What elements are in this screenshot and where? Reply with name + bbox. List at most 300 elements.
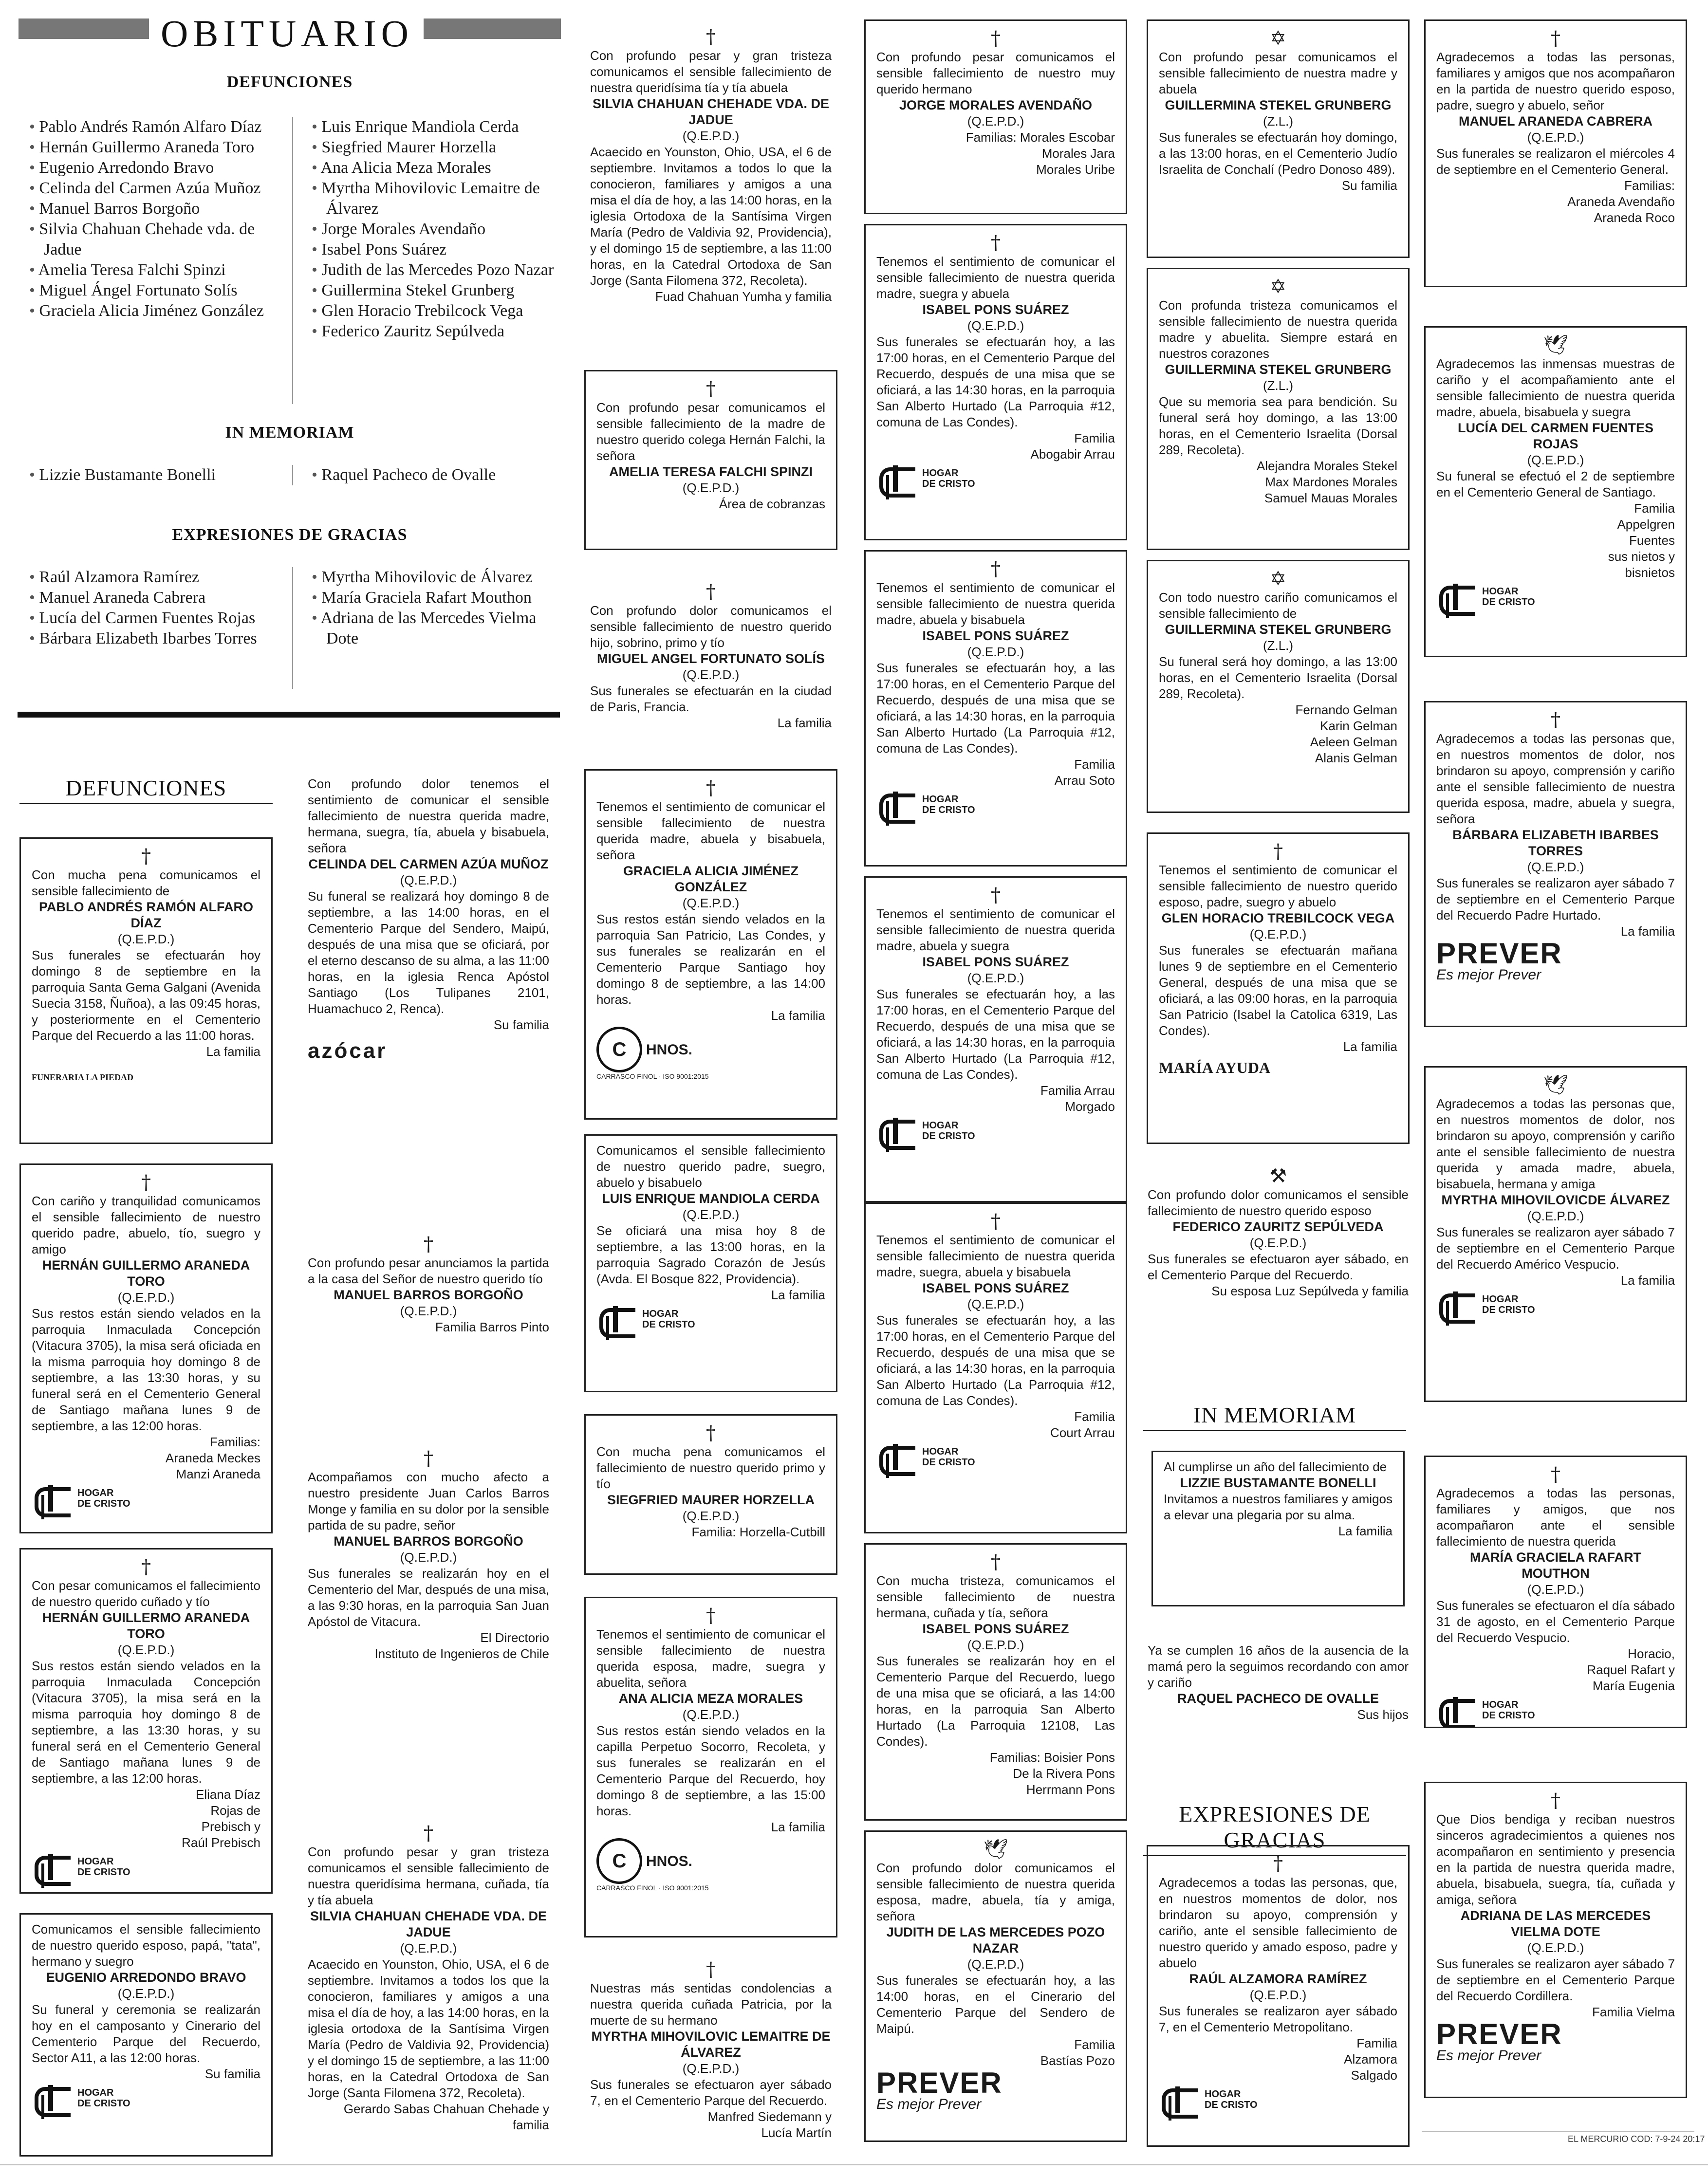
- deceased-name: JORGE MORALES AVENDAÑO: [899, 98, 1093, 112]
- maria-ayuda-logo: MARÍA AYUDA: [1159, 1059, 1271, 1076]
- index-entry: • Siegfried Maurer Horzella: [312, 137, 560, 158]
- notice-symbol-icon: †: [991, 884, 1001, 906]
- notice-body: Su funeral se efectuó el 2 de septiembre en el Cementerio General de Santiago.: [1436, 469, 1675, 499]
- notice-symbol-icon: 🕊: [1543, 1074, 1568, 1096]
- notice-body: Sus funerales se efectuarán hoy, a las 17:00 horas, en el Cementerio Parque del Recuerdo, después de una misa que se oficiará, a las 14:30 horas, en la parroquia San Alberto Hurtado (La Parroquia #12, comuna de Las Condes).: [876, 661, 1115, 756]
- notice-signature: Su esposa Luz Sepúlveda y familia: [1211, 1284, 1409, 1298]
- notice-symbol-icon: †: [706, 1422, 716, 1444]
- logo-text: HOGAR DE CRISTO: [77, 1856, 130, 1878]
- index-entry: • Adriana de las Mercedes Vielma Dote: [312, 608, 560, 649]
- notice-signature: Familia Appelgren Fuentes sus nietos y bisnietos: [1608, 501, 1675, 580]
- notice-body: Acaecido en Younston, Ohio, USA, el 6 de septiembre. Invitamos a todos los que la conocieron, familiares y amigos a una misa el día de hoy, a las 14:00 horas, en la iglesia ortodoxa de la Santísima Virgen María (Pedro de Valdivia 92, Providencia) y el domingo 15 de septiembre, a las 11:00 horas, en la Catedral Ortodoxa de San Jorge (Santa Filomena 372, Recoleta).: [308, 1957, 549, 2100]
- notice-intro: Con cariño y tranquilidad comunicamos el sensible fallecimiento de nuestro querido padre, abuelo, tío, suegro y amigo: [32, 1194, 260, 1256]
- notice-rip: (Q.E.P.D.): [682, 480, 740, 495]
- deceased-name: EUGENIO ARREDONDO BRAVO: [46, 1970, 246, 1985]
- carrasco-logo: [596, 1838, 825, 1884]
- notice-rip: (Q.E.P.D.): [682, 2061, 740, 2076]
- notice-signature: La familia: [1343, 1039, 1397, 1054]
- notice-signature: La familia: [777, 716, 832, 730]
- notice-rip: (Q.E.P.D.): [1527, 1582, 1584, 1597]
- index-entry: • Manuel Barros Borgoño: [29, 199, 287, 219]
- logo-text: HOGAR DE CRISTO: [77, 1488, 130, 1509]
- notice-rip: (Q.E.P.D.): [967, 1957, 1024, 1972]
- notice-symbol-icon: †: [424, 1447, 433, 1470]
- notice-signature: Su familia: [493, 1017, 549, 1032]
- notice-intro: Tenemos el sentimiento de comunicar el sensible fallecimiento de nuestra querida madre, suegra y abuela: [876, 254, 1115, 301]
- notice-signature: Familia Bastías Pozo: [1040, 2037, 1115, 2068]
- deceased-name: ISABEL PONS SUÁREZ: [922, 1622, 1069, 1636]
- deceased-name: HERNÁN GUILLERMO ARANEDA TORO: [42, 1258, 250, 1289]
- deceased-name: BÁRBARA ELIZABETH IBARBES TORRES: [1452, 828, 1659, 858]
- notice-symbol-icon: †: [1551, 27, 1560, 50]
- logo-text: HOGAR DE CRISTO: [1482, 1699, 1535, 1721]
- index-memoriam-left: [29, 465, 287, 485]
- carrasco-logo: [596, 1027, 825, 1072]
- deceased-name: SILVIA CHAHUAN CHEHADE VDA. DE JADUE: [592, 96, 830, 127]
- footer-code: EL MERCURIO COD: 7-9-24 20:17: [1568, 2134, 1705, 2144]
- notice-body: Sus funerales se efectuarán hoy domingo, a las 13:00 horas, en el Cementerio Judío Israelita de Conchalí (Pedro Donoso 489).: [1159, 130, 1397, 177]
- notice-body: Que su memoria sea para bendición. Su funeral será hoy domingo, a las 13:00 horas, en el Cementerio Israelita (Dorsal 289, Recoleta).: [1159, 394, 1397, 457]
- notice-box: [864, 876, 1127, 1202]
- notice-box: [19, 1163, 273, 1533]
- notice-intro: Acompañamos con mucho afecto a nuestro presidente Juan Carlos Barros Monge y familia en su dolor por la sensible partida de su padre, señor: [308, 1470, 549, 1532]
- notice-rip: (Q.E.P.D.): [1527, 1940, 1584, 1955]
- notice-rip: (Q.E.P.D.): [682, 129, 740, 143]
- index-entry: • Glen Horacio Trebilcock Vega: [312, 301, 560, 321]
- hogar-de-cristo-icon: [1436, 1291, 1477, 1318]
- notice-box: [864, 19, 1127, 214]
- hogar-de-cristo-logo: [876, 792, 1115, 818]
- index-entry: • Myrtha Mihovilovic Lemaitre de Álvarez: [312, 178, 560, 219]
- notice-intro: Tenemos el sentimiento de comunicar el sensible fallecimiento de nuestro querido esposo, padre, suegro y abuelo: [1159, 863, 1397, 909]
- deceased-name: LUIS ENRIQUE MANDIOLA CERDA: [602, 1191, 820, 1206]
- notice-symbol-icon: †: [1273, 840, 1283, 863]
- notice-rip: (Q.E.P.D.): [682, 1207, 740, 1222]
- logo-text: HOGAR DE CRISTO: [922, 1446, 975, 1468]
- notice-intro: Agradecemos a todas las personas que, en nuestros momentos de dolor, nos brindaron su apoyo, comprensión y cariño ante el sensible fallecimiento de nuestra querida y amada madre, abuela, bisabuela, hermana y amiga: [1436, 1096, 1675, 1191]
- notice-box: [297, 1227, 560, 1392]
- notice-box: [297, 1816, 560, 2152]
- notice-box: [864, 224, 1127, 540]
- logo-text: HOGAR DE CRISTO: [1482, 586, 1535, 608]
- notice-symbol-icon: †: [141, 845, 151, 867]
- hogar-de-cristo-icon: [876, 1118, 917, 1144]
- logo-text: HOGAR DE CRISTO: [922, 468, 975, 489]
- funeraria-la-piedad-logo: FUNERARIA LA PIEDAD: [32, 1072, 134, 1082]
- notice-rip: (Q.E.P.D.): [117, 932, 175, 946]
- notice-symbol-icon: †: [991, 27, 1001, 50]
- notice-intro: Con profundo pesar comunicamos el sensible fallecimiento de nuestra madre y abuela: [1159, 50, 1397, 96]
- index-entry: • Eugenio Arredondo Bravo: [29, 158, 287, 178]
- deceased-name: MYRTHA MIHOVILOVICDE ÁLVAREZ: [1441, 1193, 1670, 1207]
- notice-box: [19, 1548, 273, 1894]
- notice-intro: Con profundo pesar comunicamos el sensible fallecimiento de nuestro muy querido hermano: [876, 50, 1115, 96]
- notice-rip: (Q.E.P.D.): [967, 1638, 1024, 1652]
- notice-signature: Familias: Boisier Pons De la Rivera Pons Herrmann Pons: [989, 1750, 1115, 1797]
- notice-intro: Agradecemos a todas las personas, familiares y amigos, que nos acompañaron ante el sensible fallecimiento de nuestra querida: [1436, 1486, 1675, 1549]
- notice-rip: (Q.E.P.D.): [682, 1707, 740, 1722]
- notice-box: [1137, 1159, 1419, 1363]
- deceased-name: ADRIANA DE LAS MERCEDES VIELMA DOTE: [1460, 1908, 1651, 1939]
- notice-symbol-icon: †: [991, 558, 1001, 580]
- index-entry: • Pablo Andrés Ramón Alfaro Díaz: [29, 117, 287, 137]
- notice-rip: (Z.L.): [1262, 638, 1294, 653]
- notice-signature: Eliana Díaz Rojas de Prebisch y Raúl Prebisch: [182, 1787, 260, 1850]
- deceased-name: CELINDA DEL CARMEN AZÚA MUÑOZ: [308, 857, 549, 871]
- notice-symbol-icon: †: [1551, 1463, 1560, 1486]
- deceased-name: MANUEL BARROS BORGOÑO: [334, 1288, 523, 1302]
- notice-intro: Tenemos el sentimiento de comunicar el sensible fallecimiento de nuestra querida esposa, madre, suegra y abuelita, señora: [596, 1627, 825, 1690]
- notice-body: Sus restos están siendo velados en la parroquia Inmaculada Concepción (Vitacura 3705), la misa será oficiada en la misma parroquia hoy domingo 8 de septiembre, a las 13:30 horas, y su funeral será en el Cementerio General de Santiago mañana lunes 9 de septiembre, a las 12:00 horas.: [32, 1306, 260, 1433]
- index-defunciones-title: DEFUNCIONES: [226, 73, 353, 91]
- notice-body: Sus funerales se efectuarán mañana lunes 9 de septiembre en el Cementerio General, después de una misa que se oficiará, a las 09:00 horas, en la parroquia San Patricio (Isabel la Catolica 6319, Las Condes).: [1159, 943, 1397, 1038]
- notice-body: Sus restos están siendo velados en la parroquia San Patricio, Las Condes, y sus funerales se realizarán en el Cementerio Parque Santiago hoy domingo 8 de septiembre, a las 14:00 horas.: [596, 912, 825, 1007]
- azocar-logo: azócar: [308, 1039, 388, 1063]
- deceased-name: AMELIA TERESA FALCHI SPINZI: [609, 464, 813, 479]
- notice-rip: (Q.E.P.D.): [1249, 1988, 1307, 2002]
- notice-box: [1147, 268, 1410, 550]
- notice-box: [1424, 1066, 1687, 1402]
- notice-intro: Ya se cumplen 16 años de la ausencia de la mamá pero la seguimos recordando con amor y cariño: [1148, 1643, 1409, 1690]
- notice-body: Sus funerales se efectuaron ayer sábado 7, en el Cementerio Parque del Recuerdo.: [590, 2077, 832, 2108]
- index-entry: • Silvia Chahuan Chehade vda. de Jadue: [29, 219, 287, 260]
- notice-signature: Familia Abogabir Arrau: [1030, 431, 1115, 461]
- notice-symbol-icon: †: [424, 1233, 433, 1255]
- notice-signature: Familia Barros Pinto: [435, 1320, 549, 1334]
- section-head-defunciones: DEFUNCIONES: [19, 775, 273, 804]
- index-entry: • Raúl Alzamora Ramírez: [29, 567, 287, 588]
- index-memoriam-right: [312, 465, 560, 485]
- notice-body: Sus funerales se efectuarán hoy, a las 14:00 horas, en el Cinerario del Cementerio Parque del Sendero de Maipú.: [876, 1973, 1115, 2036]
- notice-rip: (Q.E.P.D.): [1527, 1209, 1584, 1223]
- notice-signature: Área de cobranzas: [719, 497, 825, 511]
- notice-signature: Fuad Chahuan Yumha y familia: [655, 289, 832, 304]
- deceased-name: ISABEL PONS SUÁREZ: [922, 302, 1069, 317]
- prever-logo: PREVER: [876, 2066, 1003, 2099]
- index-entry: • Raquel Pacheco de Ovalle: [312, 465, 560, 485]
- notice-body: Sus funerales se realizaron el miércoles 4 de septiembre en el Cementerio General.: [1436, 146, 1675, 177]
- notice-body: Sus funerales se efectuarán hoy, a las 17:00 horas, en el Cementerio Parque del Recuerdo, después de una misa que se oficiará, a las 14:30 horas, en la parroquia San Alberto Hurtado (La Parroquia #12, comuna de Las Condes).: [876, 987, 1115, 1082]
- notice-box: [1424, 1456, 1687, 1728]
- notice-body: Acaecido en Younston, Ohio, USA, el 6 de septiembre. Invitamos a todos lo que la conocieron, familiares y amigos a una misa el día de hoy, a las 14:00 horas, en la iglesia Ortodoxa de la Santísima Virgen María (Pedro de Valdivia 92, Providencia), y el domingo 15 de septiembre, a las 11:00 horas, en la Catedral Ortodoxa de San Jorge (Santa Filomena 372, Recoleta).: [590, 145, 832, 288]
- deceased-name: MANUEL ARANEDA CABRERA: [1459, 114, 1652, 129]
- index-entry: • Miguel Ángel Fortunato Solís: [29, 280, 287, 301]
- notice-signature: Familia: Horzella-Cutbill: [691, 1525, 825, 1539]
- notice-rip: (Q.E.P.D.): [967, 1297, 1024, 1311]
- index-entry: • María Graciela Rafart Mouthon: [312, 588, 560, 608]
- notice-intro: Con mucha pena comunicamos el sensible fallecimiento de: [32, 867, 260, 898]
- notice-symbol-icon: †: [141, 1556, 151, 1578]
- notice-box: [297, 1441, 560, 1733]
- notice-body: Sus funerales se efectuaron el día sábado 31 de agosto, en el Cementerio Parque del Recuerdo Vespucio.: [1436, 1598, 1675, 1645]
- notice-box: [584, 769, 837, 1120]
- deceased-name: FEDERICO ZAURITZ SEPÚLVEDA: [1172, 1219, 1384, 1234]
- notice-rip: (Q.E.P.D.): [967, 971, 1024, 985]
- notice-signature: La familia: [1620, 1273, 1675, 1288]
- notice-symbol-icon: †: [1551, 1790, 1560, 1812]
- notice-intro: Con profundo pesar y gran tristeza comunicamos el sensible fallecimiento de nuestra queridísima hermana, cuñada, tía y tía abuela: [308, 1845, 549, 1907]
- index-entry: • Isabel Pons Suárez: [312, 240, 560, 260]
- index-entry: • Luis Enrique Mandiola Cerda: [312, 117, 560, 137]
- notice-box: [864, 550, 1127, 867]
- deceased-name: GRACIELA ALICIA JIMÉNEZ GONZÁLEZ: [623, 864, 798, 894]
- index-gracias-title: EXPRESIONES DE GRACIAS: [172, 526, 408, 544]
- carrasco-icon: C: [596, 1027, 642, 1072]
- notice-intro: Tenemos el sentimiento de comunicar el sensible fallecimiento de nuestra querida madre, abuela y bisabuela, señora: [596, 799, 825, 862]
- notice-body: Sus restos están siendo velados en la capilla Perpetuo Socorro, Recoleta, y sus funerales se realizarán en el Cementerio Parque del Recuerdo, hoy domingo 8 de septiembre, a las 15:00 horas.: [596, 1723, 825, 1818]
- notice-body: Su funeral se realizará hoy domingo 8 de septiembre, a las 14:00 horas, en el Cementerio Parque del Sendero, Maipú, después de una misa que se oficiará, por el eterno descanso de su alma, a las 11:00 horas, en la iglesia Renca Apóstol Santiago (Los Tulipanes 2101, Huamachuco 2, Renca).: [308, 889, 549, 1016]
- notice-rip: (Q.E.P.D.): [117, 1986, 175, 2001]
- notice-box: [1147, 832, 1410, 1144]
- deceased-name: GLEN HORACIO TREBILCOCK VEGA: [1161, 911, 1395, 925]
- deceased-name: MANUEL BARROS BORGOÑO: [334, 1534, 523, 1549]
- notice-signature: La familia: [771, 1288, 825, 1302]
- notice-symbol-icon: †: [991, 232, 1001, 254]
- notice-rip: (Q.E.P.D.): [400, 1304, 457, 1318]
- section-head-expresiones: EXPRESIONES DE GRACIAS: [1143, 1801, 1406, 1856]
- index-entry: • Lizzie Bustamante Bonelli: [29, 465, 287, 485]
- notice-signature: Familia Arrau Morgado: [1040, 1083, 1115, 1114]
- notice-rip: (Z.L.): [1262, 114, 1294, 129]
- index-gracias-left: [29, 567, 287, 649]
- notice-rip: (Q.E.P.D.): [967, 114, 1024, 129]
- notice-intro: Tenemos el sentimiento de comunicar el sensible fallecimiento de nuestra querida madre, suegra, abuela y bisabuela: [876, 1233, 1115, 1279]
- index-defunciones-left: [29, 117, 287, 321]
- notice-intro: Agradecemos a todas las personas, que, en nuestros momentos de dolor, nos brindaron su apoyo, comprensión y cariño, ante el sensible fallecimiento de nuestro querido y amado esposo, padre y abuelo: [1159, 1875, 1397, 1970]
- notice-box: [1147, 19, 1410, 258]
- hogar-de-cristo-logo: [32, 1854, 260, 1880]
- notice-intro: Comunicamos el sensible fallecimiento de nuestro querido esposo, papá, "tata", hermano y suegro: [32, 1922, 260, 1969]
- notice-body: Su funeral y ceremonia se realizarán hoy en el camposanto y Cinerario del Cementerio Parque del Recuerdo, Sector A11, a las 12:00 horas.: [32, 2002, 260, 2065]
- notice-signature: Horacio, Raquel Rafart y María Eugenia: [1587, 1646, 1675, 1693]
- notice-box: [579, 574, 842, 750]
- notice-intro: Comunicamos el sensible fallecimiento de nuestro querido padre, suegro, abuelo y bisabuelo: [596, 1143, 825, 1190]
- logo-text: HOGAR DE CRISTO: [922, 1120, 975, 1142]
- notice-symbol-icon: ✡: [1270, 27, 1286, 50]
- index-entry: • Myrtha Mihovilovic de Álvarez: [312, 567, 560, 588]
- notice-intro: Con profundo dolor comunicamos el sensible fallecimiento de nuestro querido esposo: [1148, 1187, 1409, 1218]
- notice-signature: Gerardo Sabas Chahuan Chehade y familia: [343, 2102, 549, 2132]
- notice-symbol-icon: †: [991, 1551, 1001, 1573]
- index-entry: • Ana Alicia Meza Morales: [312, 158, 560, 178]
- notice-body: Sus funerales se realizarán hoy en el Cementerio Parque del Recuerdo, luego de una misa que se oficiará, a las 14:00 horas, en la parroquia San Alberto Hurtado (La Parroquia 12108, Las Condes).: [876, 1654, 1115, 1749]
- notice-symbol-icon: †: [706, 1958, 716, 1981]
- logo-text: HOGAR DE CRISTO: [1205, 2089, 1258, 2110]
- hogar-de-cristo-logo: [1159, 2086, 1397, 2113]
- notice-body: Sus funerales se efectuarán en la ciudad de Paris, Francia.: [590, 683, 832, 714]
- prever-slogan: Es mejor Prever: [1436, 2048, 1541, 2064]
- notice-intro: Con mucha pena comunicamos el fallecimiento de nuestro querido primo y tío: [596, 1444, 825, 1491]
- notice-signature: Fernando Gelman Karin Gelman Aeleen Gelman Alanis Gelman: [1295, 702, 1397, 765]
- notice-symbol-icon: ⚒: [1269, 1165, 1287, 1187]
- notice-symbol-icon: †: [424, 1822, 433, 1845]
- hogar-de-cristo-logo: [876, 465, 1115, 492]
- notice-box: [1137, 1636, 1419, 1787]
- hogar-de-cristo-logo: [876, 1444, 1115, 1470]
- index-entry: • Guillermina Stekel Grunberg: [312, 280, 560, 301]
- notice-rip: (Q.E.P.D.): [967, 645, 1024, 659]
- notice-rip: (Q.E.P.D.): [1527, 453, 1584, 467]
- notice-symbol-icon: †: [141, 1171, 151, 1194]
- notice-body: Sus restos están siendo velados en la parroquia Inmaculada Concepción (Vitacura 3705), la misa será en la misma parroquia hoy domingo 8 de septiembre, a las 13:30 horas, y su funeral será en el Cementerio General de Santiago mañana lunes 9 de septiembre, a las 12:00 horas.: [32, 1659, 260, 1786]
- notice-symbol-icon: †: [706, 1605, 716, 1627]
- index-entry: • Graciela Alicia Jiménez González: [29, 301, 287, 321]
- notice-rip: (Q.E.P.D.): [682, 667, 740, 682]
- notice-signature: Familias: Araneda Avendaño Araneda Roco: [1567, 178, 1675, 225]
- notice-symbol-icon: †: [706, 581, 716, 603]
- notice-body: Sus funerales se realizaron ayer sábado 7 de septiembre en el Cementerio Parque del Recuerdo Padre Hurtado.: [1436, 876, 1675, 922]
- index-entry: • Hernán Guillermo Araneda Toro: [29, 137, 287, 158]
- hogar-de-cristo-logo: [1436, 584, 1675, 610]
- hogar-de-cristo-icon: [32, 1854, 73, 1880]
- notice-intro: Con profundo pesar comunicamos el sensible fallecimiento de la madre de nuestro querido colega Hernán Falchi, la señora: [596, 400, 825, 463]
- notice-rip: (Q.E.P.D.): [1527, 860, 1584, 874]
- notice-symbol-icon: †: [706, 777, 716, 799]
- logo-subtext: CARRASCO FINOL · ISO 9001:2015: [596, 1072, 709, 1080]
- notice-box: [1424, 19, 1687, 287]
- notice-box: [1424, 701, 1687, 1027]
- notice-box: [1424, 326, 1687, 657]
- notice-body: Sus funerales se realizarán hoy en el Cementerio del Mar, después de una misa, a las 9:30 horas, en la parroquia San Juan Apóstol de Vitacura.: [308, 1566, 549, 1629]
- notice-body: Sus funerales se realizaron ayer sábado 7, en el Cementerio Metropolitano.: [1159, 2004, 1397, 2034]
- page-title: OBITUARIO: [161, 12, 413, 55]
- notice-box: [584, 1414, 837, 1575]
- hogar-de-cristo-logo: [1436, 1697, 1675, 1723]
- hogar-de-cristo-icon: [32, 2085, 73, 2111]
- notice-intro: Agradecemos las inmensas muestras de cariño y el acompañamiento ante el sensible fallecimiento de nuestra querida madre, abuela, bisabuela y suegra: [1436, 356, 1675, 419]
- notice-intro: Nuestras más sentidas condolencias a nuestra querida cuñada Patricia, por la muerte de su hermano: [590, 1981, 832, 2028]
- logo-text: HNOS.: [646, 1041, 693, 1058]
- logo-text: HOGAR DE CRISTO: [1482, 1294, 1535, 1315]
- deceased-name: PABLO ANDRÉS RAMÓN ALFARO DÍAZ: [39, 900, 253, 930]
- notice-intro: Con profundo dolor comunicamos el sensible fallecimiento de nuestro querido hijo, sobrino, primo y tío: [590, 603, 832, 650]
- notice-signature: Alejandra Morales Stekel Max Mardones Morales Samuel Mauas Morales: [1256, 459, 1397, 505]
- notice-box: [1151, 1451, 1405, 1606]
- notice-box: [584, 1134, 837, 1392]
- prever-logo: PREVER: [1436, 2018, 1562, 2050]
- deceased-name: RAQUEL PACHECO DE OVALLE: [1177, 1691, 1379, 1706]
- notice-symbol-icon: 🕊: [1543, 334, 1568, 356]
- index-entry: • Amelia Teresa Falchi Spinzi: [29, 260, 287, 280]
- prever-slogan: Es mejor Prever: [876, 2096, 982, 2112]
- hogar-de-cristo-icon: [1436, 1697, 1477, 1723]
- notice-symbol-icon: †: [706, 378, 716, 400]
- notice-symbol-icon: †: [1273, 1853, 1283, 1875]
- notice-rip: (Q.E.P.D.): [682, 896, 740, 910]
- notice-symbol-icon: ✡: [1270, 276, 1286, 298]
- notice-signature: Familias: Morales Escobar Morales Jara Morales Uribe: [965, 130, 1115, 177]
- notice-box: [1424, 1782, 1687, 2098]
- hogar-de-cristo-icon: [1159, 2086, 1200, 2113]
- index-gracias-right: [312, 567, 560, 649]
- notice-box: [579, 1952, 842, 2157]
- notice-body: Sus funerales se realizaron ayer sábado 7 de septiembre en el Cementerio Parque del Recuerdo Cordillera.: [1436, 1956, 1675, 2003]
- hogar-de-cristo-logo: [876, 1118, 1115, 1144]
- notice-signature: La familia: [206, 1044, 260, 1059]
- hogar-de-cristo-icon: [876, 465, 917, 492]
- deceased-name: ISABEL PONS SUÁREZ: [922, 1281, 1069, 1295]
- deceased-name: GUILLERMINA STEKEL GRUNBERG: [1165, 98, 1392, 112]
- notice-signature: Familia Arrau Soto: [1054, 757, 1115, 788]
- deceased-name: ISABEL PONS SUÁREZ: [922, 628, 1069, 643]
- footer-rule: [1422, 2131, 1694, 2132]
- notice-body: Sus funerales se efectuarán hoy, a las 17:00 horas, en el Cementerio Parque del Recuerdo, después de una misa que se oficiará, a las 14:30 horas, en la parroquia San Alberto Hurtado (La Parroquia #12, comuna de Las Condes).: [876, 1313, 1115, 1408]
- notice-symbol-icon: †: [991, 1210, 1001, 1233]
- notice-body: Sus funerales se efectuaron ayer sábado, en el Cementerio Parque del Recuerdo.: [1148, 1252, 1409, 1282]
- logo-text: HOGAR DE CRISTO: [77, 2087, 130, 2109]
- index-divider: [292, 117, 293, 404]
- notice-rip: (Q.E.P.D.): [400, 1550, 457, 1565]
- hogar-de-cristo-icon: [876, 1444, 917, 1470]
- notice-signature: Manfred Siedemann y Lucía Martín: [707, 2109, 832, 2140]
- prever-logo: PREVER: [1436, 937, 1562, 970]
- index-entry: • Federico Zauritz Sepúlveda: [312, 321, 560, 342]
- deceased-name: GUILLERMINA STEKEL GRUNBERG: [1165, 622, 1392, 637]
- index-defunciones-right: [312, 117, 560, 342]
- notice-symbol-icon: 🕊: [983, 1838, 1008, 1861]
- notice-signature: Su familia: [1341, 178, 1397, 193]
- notice-intro: Agradecemos a todas las personas que, en nuestros momentos de dolor, nos brindaron su apoyo, comprensión y cariño ante el sensible fallecimiento de nuestra querida esposa, madre, abuela y suegra, señora: [1436, 731, 1675, 826]
- notice-intro: Con pesar comunicamos el fallecimiento de nuestro querido cuñado y tío: [32, 1578, 260, 1609]
- hogar-de-cristo-logo: [1436, 1291, 1675, 1318]
- index-divider: [292, 465, 293, 485]
- section-head-in-memoriam: IN MEMORIAM: [1143, 1402, 1406, 1431]
- index-entry: • Jorge Morales Avendaño: [312, 219, 560, 240]
- index-entry: • Judith de las Mercedes Pozo Nazar: [312, 260, 560, 280]
- logo-text: HOGAR DE CRISTO: [922, 794, 975, 815]
- notice-signature: La familia: [771, 1008, 825, 1023]
- notice-box: [19, 1913, 273, 2157]
- notice-rip: (Q.E.P.D.): [967, 318, 1024, 333]
- logo-text: HOGAR DE CRISTO: [642, 1309, 695, 1330]
- deceased-name: GUILLERMINA STEKEL GRUNBERG: [1165, 362, 1392, 377]
- notice-box: [579, 19, 842, 351]
- hogar-de-cristo-icon: [1436, 584, 1477, 610]
- deceased-name: MYRTHA MIHOVILOVIC LEMAITRE DE ÁLVAREZ: [591, 2029, 831, 2060]
- deceased-name: SILVIA CHAHUAN CHEHADE VDA. DE JADUE: [310, 1909, 547, 1939]
- notice-intro: Con profundo dolor comunicamos el sensible fallecimiento de nuestra querida esposa, madre, abuela, tía y amiga, señora: [876, 1861, 1115, 1923]
- notice-intro: Con profundo pesar anunciamos la partida a la casa del Señor de nuestro querido tío: [308, 1255, 549, 1286]
- notice-rip: (Q.E.P.D.): [1249, 927, 1307, 941]
- hogar-de-cristo-logo: [596, 1306, 825, 1332]
- notice-intro: Con todo nuestro cariño comunicamos el sensible fallecimiento de: [1159, 590, 1397, 621]
- hogar-de-cristo-icon: [596, 1306, 637, 1332]
- notice-intro: Tenemos el sentimiento de comunicar el sensible fallecimiento de nuestra querida madre, abuela y bisabuela: [876, 580, 1115, 627]
- notice-intro: Al cumplirse un año del fallecimiento de: [1164, 1459, 1387, 1474]
- notice-symbol-icon: ✡: [1270, 568, 1286, 590]
- notice-symbol-icon: †: [706, 26, 716, 48]
- notice-rip: (Q.E.P.D.): [117, 1290, 175, 1305]
- deceased-name: MIGUEL ANGEL FORTUNATO SOLÍS: [596, 651, 825, 666]
- notice-signature: Familia Alzamora Salgado: [1344, 2036, 1397, 2083]
- notice-signature: La familia: [771, 1820, 825, 1834]
- notice-body: Se oficiará una misa hoy 8 de septiembre, a las 13:00 horas, en la parroquia Sagrado Corazón de Jesús (Avda. El Bosque 822, Providencia).: [596, 1223, 825, 1286]
- notice-symbol-icon: †: [1551, 709, 1560, 731]
- notice-signature: Su familia: [204, 2066, 260, 2081]
- notice-intro: Tenemos el sentimiento de comunicar el sensible fallecimiento de nuestra querida madre, abuela y suegra: [876, 906, 1115, 953]
- index-entry: • Bárbara Elizabeth Ibarbes Torres: [29, 628, 287, 649]
- deceased-name: MARÍA GRACIELA RAFART MOUTHON: [1470, 1550, 1641, 1581]
- page-bottom-rule: [0, 2164, 1708, 2165]
- logo-subtext: CARRASCO FINOL · ISO 9001:2015: [596, 1884, 709, 1892]
- carrasco-icon: C: [596, 1838, 642, 1884]
- logo-text: HNOS.: [646, 1853, 693, 1869]
- hogar-de-cristo-logo: [32, 2085, 260, 2111]
- notice-box: [297, 769, 560, 1110]
- deceased-name: SIEGFRIED MAURER HORZELLA: [607, 1493, 815, 1507]
- index-entry: • Celinda del Carmen Azúa Muñoz: [29, 178, 287, 199]
- notice-box: [864, 1543, 1127, 1821]
